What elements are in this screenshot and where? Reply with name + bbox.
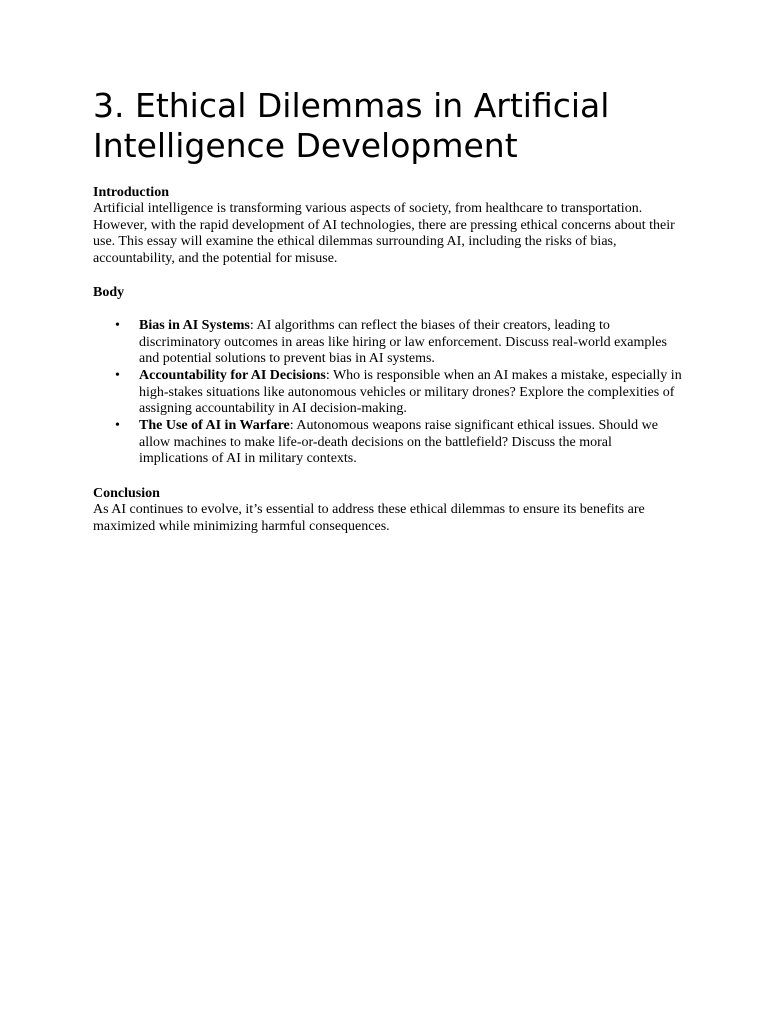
document-page: [93, 86, 683, 536]
introduction-section: [93, 184, 683, 268]
introduction-paragraph: Artificial intelligence is transforming various aspects of society, from healthcare to transportation. However, with the rapid development of AI technologies, there are pressing ethical concerns about their use. This essay will examine the ethical dilemmas surrounding AI, including the risks of bias, accountability, and the potential for misuse.: [93, 201, 675, 267]
body-heading: Body: [93, 284, 125, 300]
bullet-icon: •: [115, 317, 120, 333]
conclusion-paragraph: As AI continues to evolve, it’s essential to address these ethical dilemmas to ensure its benefits are maximized while minimizing harmful consequences.: [93, 502, 645, 534]
bullet-text: : Autonomous weapons raise significant ethical issues. Should we allow machines to make life-or-death decisions on the battlefield? Discuss the moral implications of AI in military contexts.: [139, 418, 658, 467]
bullet-icon: •: [115, 367, 120, 383]
body-bullet-list: [93, 318, 683, 468]
bullet-text: : AI algorithms can reflect the biases of their creators, leading to discriminatory outcomes in areas like hiring or law enforcement. Discuss real-world examples and potential solutions to prevent bias in AI systems.: [139, 317, 667, 367]
bullet-label: Bias in AI Systems: [139, 317, 250, 333]
conclusion-section: [93, 485, 683, 535]
bullet-label: Accountability for AI Decisions: [139, 367, 326, 383]
introduction-heading: Introduction: [93, 185, 169, 200]
body-section: [93, 284, 683, 468]
document-title: 3. Ethical Dilemmas in Artificial Intelligence Development: [93, 86, 610, 165]
bullet-text: : Who is responsible when an AI makes a mistake, especially in high-stakes situations like autonomous vehicles or military drones? Explore the complexities of assigning accountability in AI decision-making.: [139, 367, 682, 417]
bullet-label: The Use of AI in Warfare: [139, 418, 290, 434]
list-item: [93, 318, 683, 368]
list-item: [93, 418, 683, 468]
conclusion-heading: Conclusion: [93, 486, 160, 502]
bullet-icon: •: [115, 418, 120, 434]
list-item: [93, 368, 683, 418]
